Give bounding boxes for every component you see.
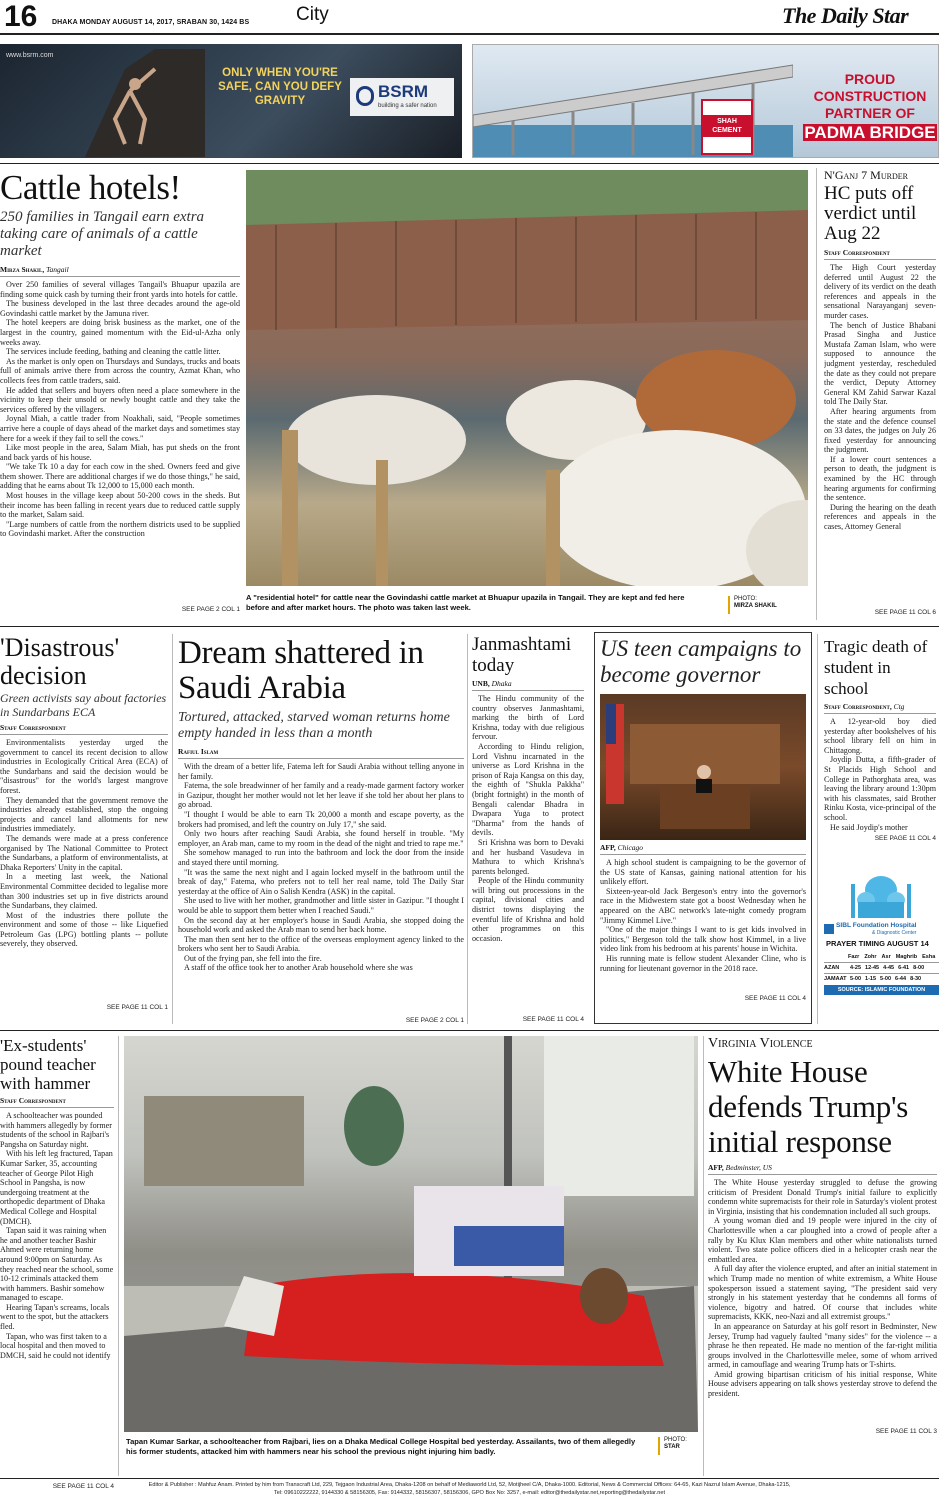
cattle-byline-place: Tangail: [46, 265, 69, 274]
dream-para: Out of the frying pan, she fell into the fire.: [184, 953, 322, 963]
col-rule: [172, 634, 173, 1024]
col-rule: [703, 1036, 704, 1476]
prayer-header: Fazr: [848, 954, 860, 960]
teen-byline: AFP, Chicago: [600, 843, 806, 855]
tragic-para: He said Joydip's mother: [830, 822, 908, 832]
exstudents-para: Tapan said it was raining when he and another teacher Bashir Ahmed were returning home around 9:00pm on Saturday. As they reached near the school, some 10-12 criminals attacked them with hammers. Bashir somehow managed to escape.: [0, 1226, 114, 1303]
teen-para: Sixteen-year-old Jack Bergeson's entry into the governor's race in the Midwestern state got a boost Wednesday when he appeared on the ABC network's late-night comedy program "Jimmy Kimmel Live.": [600, 886, 806, 925]
disastrous-byline: Staff Correspondent: [0, 723, 168, 735]
disastrous-subhead: Green activists say about factories in Sundarbans ECA: [0, 691, 167, 719]
exstudents-story: [0, 1036, 114, 1490]
disastrous-para: Most of the industries there pollute the environment and some of those -- like Liquefied Petroleum Gas (LPG) bottling plants -- pollute severely, they observed.: [0, 910, 168, 949]
whitehouse-para: Amid growing bipartisan criticism of his initial response, White House advisers appearing on talk shows yesterday strove to defend the president.: [708, 1369, 937, 1399]
hc-headline: HC puts off verdict until Aug 22: [824, 183, 917, 244]
cattle-para: Joynal Miah, a cattle trader from Noakhali, said, "People sometimes arrive here a couple of days ahead of the market days and sometimes stay here for a week if they fail to sell the cows.": [0, 414, 240, 443]
prayer-time: 4-25: [850, 965, 862, 971]
whitehouse-jump: SEE PAGE 11 COL 3: [875, 1428, 937, 1435]
prayer-source: SOURCE: ISLAMIC FOUNDATION: [824, 985, 939, 995]
hc-story: [824, 168, 936, 616]
dream-para: Only two hours after reaching Saudi Arabia, she found herself in trouble. "My employer, an Arab man, came to my room in the dead of the night and tried to rape me.": [178, 829, 464, 848]
dream-body: [178, 762, 464, 1015]
whitehouse-story: [708, 1036, 937, 1435]
whitehouse-para: The White House yesterday struggled to defuse the growing criticism of President Donald Trump's initial failure to explicitly condemn white supremacists for their role in Saturday's violent protest in Virginia, insisting that his condemnation included all such groups.: [708, 1178, 937, 1216]
prayer-row-label: AZAN: [824, 965, 840, 971]
tragic-body: [824, 717, 936, 833]
janmashtami-para: According to Hindu religion, Lord Vishnu incarnated in the universe as Lord Krishna in the prison of Raja Kangsa on this day, the eighth of "Shukla Pakkha" (bright fortnight) in the month of Bengali calendar Bhadra in Dwapara Yuga to protect "Dharma" from the hands of devils.: [472, 741, 584, 838]
imprint: [0, 1481, 939, 1497]
janmashtami-para: People of the Hindu community will bring out processions in the capital, divisional cities and district towns displaying the eventful life of Krishna and hold other programmes on this occasion.: [472, 876, 584, 943]
prayer-time: 1-15: [865, 976, 877, 982]
hospital-credit-name: STAR: [664, 1444, 680, 1450]
hc-para: During the hearing on the death references and appeals in the cases, Attorney General: [824, 502, 936, 532]
tragic-byline: Staff Correspondent, Ctg: [824, 702, 936, 714]
prayer-row-label: JAMAAT: [824, 976, 847, 982]
shah-line1: PROUD: [844, 71, 896, 87]
tragic-byline-place: Ctg: [893, 702, 905, 711]
janmashtami-headline: Janmashtami today: [472, 634, 572, 676]
shah-ad-text: [803, 71, 937, 141]
bsrm-ad: [0, 44, 462, 158]
shah-cement-brand: SHAH CEMENT: [703, 115, 751, 137]
mosque-icon: [846, 864, 916, 920]
col-rule: [816, 168, 817, 620]
cattle-credit-name: MIRZA SHAKIL: [734, 603, 777, 609]
teen-para: His running mate is fellow student Alexander Cline, who is running for lieutenant governor in the 2018 race.: [600, 953, 806, 973]
teen-credit-place: Chicago: [617, 843, 644, 852]
whitehouse-byline: AFP, Bedminster, US: [708, 1163, 937, 1175]
cattle-photo: [246, 170, 808, 586]
tragic-story: [824, 636, 936, 842]
disastrous-para: They demanded that the government remove the industries already established, stop the ongoing projects and cancel land allotments for new industries immediately.: [0, 795, 168, 834]
hc-para: The High Court yesterday deferred until August 22 the delivery of its verdict on the death references and appeals in the sensational Narayanganj seven-murder cases.: [824, 263, 936, 320]
shah-line3: PARTNER OF: [825, 105, 915, 121]
prayer-time: 4-45: [883, 965, 895, 971]
teen-para: "One of the major things I want to is get kids involved in politics," Bergeson told the talk show host Kimmel, in a live video link from his bedroom at his parents' house in Wichita.: [600, 925, 806, 954]
prayer-time: 5-00: [850, 976, 862, 982]
teen-body: [600, 858, 806, 993]
dream-para: She somehow managed to run into the bathroom and lock the door from the inside and stayed there until morning.: [178, 848, 464, 867]
whitehouse-headline: White House defends Trump's initial response: [708, 1054, 909, 1159]
cattle-para: "We take Tk 10 a day for each cow in the shed. Owners feed and give them shower. There are additional charges if we do those things," he said, adding that he earns about Tk 12,000 to 15,000 each month.: [0, 462, 240, 491]
teen-para: A high school student is campaigning to be the governor of the US state of Kansas, gaining national attention for his unlikely effort.: [600, 858, 806, 887]
dream-para: With the dream of a better life, Fatema left for Saudi Arabia without telling anyone in her family.: [178, 762, 464, 781]
hospital-photo-art: [124, 1036, 698, 1432]
janmashtami-story: [472, 634, 584, 1023]
col-rule: [118, 1036, 119, 1476]
hospital-credit-label: PHOTO:: [664, 1437, 687, 1443]
cattle-body: [0, 280, 240, 604]
hc-byline: Staff Correspondent: [824, 248, 936, 260]
teen-headline: US teen campaigns to become governor: [600, 636, 802, 687]
bsrm-slogan: ONLY WHEN YOU'RE SAFE, CAN YOU DEFY GRAVITY: [218, 67, 342, 107]
prayer-header: Zohr: [864, 954, 877, 960]
prayer-row-azan: [824, 962, 939, 973]
bsrm-logo-icon: [356, 86, 374, 106]
cattle-story: [0, 168, 240, 613]
hc-body: [824, 263, 936, 607]
dateline: DHAKA MONDAY AUGUST 14, 2017, SRABAN 30, 1424 BS: [52, 19, 250, 26]
dream-headline: Dream shattered in Saudi Arabia: [178, 635, 424, 706]
exstudents-para: With his left leg fractured, Tapan Kumar Sarker, 35, accounting teacher of George Pilot High School in Pangsha, is now undergoing treatment at the orthopedic department of Dhaka Medical College and Hospital (DMCH).: [0, 1149, 113, 1226]
masthead: The Daily Star: [782, 3, 909, 28]
prayer-header: Esha: [922, 954, 936, 960]
cattle-para: He added that sellers and buyers often need a place somewhere in the vicinity to keep their unsold or newly bought cattle and they take the services offered by the villagers.: [0, 385, 240, 414]
dream-story: [178, 636, 464, 1024]
dream-jump: SEE PAGE 2 COL 1: [405, 1017, 464, 1024]
cattle-subhead: 250 families in Tangail earn extra taking care of animals of a cattle market: [0, 209, 205, 259]
mid-rule: [0, 626, 939, 627]
cattle-headline: Cattle hotels!: [0, 168, 181, 207]
shah-cement-ad: [472, 44, 939, 158]
disastrous-story: [0, 634, 168, 1011]
tragic-jump: SEE PAGE 11 COL 4: [874, 835, 936, 842]
cattle-para: The hotel keepers are doing brisk business as the market, one of the largest in the country, gained momentum with the Eid-ul-Azha only weeks away.: [0, 318, 240, 347]
cattle-jump: SEE PAGE 2 COL 1: [181, 606, 240, 613]
hospital-photo: [124, 1036, 698, 1432]
cattle-caption: A "residential hotel" for cattle near the Govindashi cattle market at Bhuapur upazila in Tangail. They are kept and fed here before and after market hours. The photo was taken last week.: [246, 593, 685, 612]
exstudents-byline: Staff Correspondent: [0, 1096, 114, 1108]
cattle-para: The business developed in the last three decades around the age-old Govindashi cattle market by the Jamuna river.: [0, 299, 240, 318]
dream-para: On the second day at her employer's house in Saudi Arabia, she stopped doing the household work and asked the Arab man to send her back home.: [178, 915, 464, 935]
whitehouse-para: A young woman died and 19 people were injured in the city of Charlottesville when a car ploughed into a crowd of people after a rally by Ku Klux Klan members and other white nationalists turned violent. Two state police officers died in a helicopter crash near the embattled area.: [708, 1216, 937, 1264]
tragic-para: Joydip Dutta, a fifth-grader of St Placids High School and College in Pathorghata area, was leaving the library around 1:30pm with his classmates, said Brother Rinku Kosta, vice-principal of the school.: [824, 755, 936, 822]
climber-illustration: [85, 49, 205, 157]
disastrous-para: In a meeting last week, the National Environmental Committee decided to legalise more than 300 industries set up in five districts around the Sundarbans, they claimed.: [0, 872, 168, 911]
prayer-sponsor-sub: & Diagnostic Center: [872, 930, 917, 936]
imprint-line1: Editor & Publisher : Mahfuz Anam. Printed by him from Transcraft Ltd, 229, Tejgaon Industrial Area, Dhaka-1208 on behalf of Mediaworld Ltd, 52, Motijheel C/A, Dhaka-1000. Editorial, News & Commercial Offices: 64-65, Kazi Nazrul Islam Avenue, Dhaka-1215,: [148, 1482, 791, 1488]
dream-subhead: Tortured, attacked, starved woman returns home empty handed in less than a month: [178, 710, 450, 741]
ad-rule: [0, 163, 939, 164]
exstudents-body: [0, 1111, 114, 1481]
hc-para: If a lower court sentences a person to death, the judgment is examined by the HC through hearing arguments for confirming the sentence.: [824, 454, 936, 503]
whitehouse-body: [708, 1178, 937, 1426]
tragic-byline-name: Staff Correspondent: [824, 702, 890, 711]
disastrous-para: Environmentalists yesterday urged the government to cancel its recent decision to allow industries in Ecologically Critical Area (ECA) of the Sundarbans and said the decision would be "disastrous" for the world's largest mangrove forest.: [0, 738, 168, 795]
shah-line2: CONSTRUCTION: [813, 88, 927, 104]
janmashtami-byline-name: UNB: [472, 679, 488, 688]
hc-para: After hearing arguments from the state and the defence counsel on 33 dates, the judges on July 26 fixed yesterday for announcing the judgment.: [824, 406, 936, 455]
prayer-time: 8-30: [910, 976, 922, 982]
hospital-credit: [664, 1437, 698, 1451]
bsrm-logo: [350, 78, 454, 116]
whitehouse-para: A full day after the violence erupted, and after an initial statement in which Trump made no mention of white extremism, a White House spokesperson issued a statement saying, "The president said very strongly in his statement yesterday that he condemns all forms of violence, bigotry and hatred. Of course that includes white supremacists, KKK, neo-Nazi and all extremist groups.": [708, 1264, 937, 1322]
lower-rule: [0, 1030, 939, 1031]
prayer-sponsor: SIBL Foundation Hospital: [836, 922, 917, 929]
cattle-photo-art: [246, 170, 808, 586]
teen-credit-name: AFP: [600, 843, 614, 852]
whitehouse-para: In an appearance on Saturday at his golf resort in Bedminster, New Jersey, Trump had vaguely faulted "many sides" for the violence -- a phrase he then repeated. He made no mention of the far-right militia groups involved in the Charlottesville melee, some of whom arrived armed, in camouflage and wearing Trump hats or T-shirts.: [708, 1321, 937, 1370]
hc-kicker: N'Ganj 7 Murder: [824, 168, 908, 182]
dream-byline: Rafiul Islam: [178, 747, 464, 759]
exstudents-headline: 'Ex-students' pound teacher with hammer: [0, 1036, 96, 1093]
cattle-para: Over 250 families of several villages Tangail's Bhuapur upazila are finding some quick cash by turning their front yards into hotels for cattle.: [0, 280, 240, 299]
prayer-time: 5-00: [880, 976, 892, 982]
hospital-credit-bar: [658, 1437, 660, 1455]
prayer-time: 12-45: [865, 965, 880, 971]
section-name: City: [296, 4, 329, 25]
cattle-para: Most houses in the village keep about 50-200 cows in the sheds. But their income has been falling in recent years due to reduced cattle supply to the market, Salam said.: [0, 491, 240, 520]
shah-line4: PADMA BRIDGE: [804, 123, 936, 142]
cattle-para: Like most people in the area, Salam Miah, has put sheds on the front and back yards of his house.: [0, 443, 240, 462]
dream-para: She used to live with her mother, grandmother and little sister in Gazipur. "I thought I would be able to support them better when I reached Saudi.": [178, 896, 464, 915]
prayer-header-row: [824, 952, 939, 962]
cattle-para: "Large numbers of cattle from the northern districts used to be supplied to Govindashi market. After the construction: [0, 519, 240, 539]
shah-cement-bag: [701, 99, 753, 155]
bsrm-tagline: building a safer nation: [378, 103, 437, 109]
footer-rule: [0, 1478, 939, 1479]
disastrous-headline: 'Disastrous' decision: [0, 633, 120, 690]
exstudents-para: Tapan, who was first taken to a local hospital and then moved to DMCH, said he could not identify: [0, 1331, 111, 1360]
bsrm-brand: BSRM: [378, 82, 429, 101]
cattle-credit: [734, 596, 808, 610]
cattle-para: The services include feeding, bathing and cleaning the cattle litter.: [6, 347, 221, 357]
janmashtami-jump: SEE PAGE 11 COL 4: [522, 1016, 584, 1023]
teen-photo-art: [600, 694, 806, 840]
janmashtami-para: Sri Krishna was born to Devaki and her husband Vasudeva in Mathura to which Krishna's parents belonged.: [472, 837, 584, 876]
janmashtami-byline: UNB, Dhaka: [472, 679, 584, 691]
cattle-credit-label: PHOTO:: [734, 596, 757, 602]
teen-jump: SEE PAGE 11 COL 4: [744, 995, 806, 1002]
page-number: 16: [4, 0, 38, 33]
janmashtami-para: The Hindu community of the country observes Janmashtami, marking the birth of Lord Krishna, today with due religious fervour.: [472, 694, 584, 742]
whitehouse-byline-place: Bedminster, US: [725, 1163, 772, 1172]
col-rule: [817, 634, 818, 1024]
tragic-para: A 12-year-old boy died yesterday after bookshelves of his school library fell on him in Chittagong.: [824, 717, 936, 755]
exstudents-jump: SEE PAGE 11 COL 4: [52, 1483, 114, 1490]
prayer-title: PRAYER TIMING AUGUST 14: [826, 939, 929, 948]
tragic-headline: Tragic death of student in school: [824, 637, 928, 698]
dream-para: "I thought I would be able to earn Tk 20,000 a month and escape poverty, as the brokers had promised, and left the country on July 17," she said.: [178, 809, 464, 829]
cattle-byline-name: Mirza Shakil: [0, 265, 43, 274]
dream-para: Fatema, the sole breadwinner of her family and a ready-made garment factory worker in Gazipur, thought her mother would not let her leave if she told her about her plans to go abroad.: [178, 781, 464, 810]
disastrous-para: The demands were made at a press conference organised by The National Committee to Protect the Sundarbans, a platform of environmentalists, at Dhaka Reporters' Unity in the capital.: [0, 833, 168, 872]
exstudents-para: Hearing Tapan's screams, locals went to the spot, but the attackers fled.: [0, 1302, 110, 1332]
prayer-time: 6-41: [898, 965, 910, 971]
header-rule: [0, 33, 939, 35]
disastrous-body: [0, 738, 168, 1002]
prayer-time: 8-00: [913, 965, 925, 971]
disastrous-jump: SEE PAGE 11 COL 1: [106, 1004, 168, 1011]
janmashtami-byline-place: Dhaka: [491, 679, 512, 688]
prayer-header: Asr: [881, 954, 891, 960]
cattle-para: As the market is only open on Thursdays and Sundays, trucks and boats full of animals arrive there from across the country, Azmat Khan, who collects fees from cattle traders, said.: [0, 356, 240, 385]
prayer-time: 6-44: [895, 976, 907, 982]
teen-story: [600, 636, 806, 1002]
dream-para: "It was the same the next night and I again locked myself in the bathroom until the break of day," Fatema, who prefers not to tell her real name, told The Daily Star yesterday at the office of Ain o Salish Kendra (ASK) in the capital.: [178, 867, 464, 896]
hc-jump: SEE PAGE 11 COL 6: [874, 609, 936, 616]
prayer-row-jamaat: [824, 973, 939, 984]
cattle-credit-bar: [728, 596, 730, 614]
exstudents-para: A schoolteacher was pounded with hammers allegedly by former students of the school in Rajbari's Pangsha on Saturday night.: [0, 1111, 112, 1149]
whitehouse-byline-name: AFP: [708, 1163, 722, 1172]
imprint-line2: Tel: 09610222222, 9144330 & 58156305, Fax: 9144332, 58156307, 58156306, GPO Box No: 3257, e-mail: editor@thedailystar.net,reporting@thedailystar.net: [273, 1490, 666, 1496]
bsrm-url: www.bsrm.com: [6, 52, 54, 59]
whitehouse-kicker: Virginia Violence: [708, 1036, 813, 1051]
prayer-header: Maghrib: [895, 954, 918, 960]
prayer-box: [822, 864, 939, 1024]
hospital-caption: Tapan Kumar Sarkar, a schoolteacher from Rajbari, lies on a Dhaka Medical College Hospital bed yesterday. Assailants, two of them allegedly his former students, attacked him with hammers near his school the previous night injuring him badly.: [126, 1437, 636, 1456]
dream-para: The man then sent her to the office of the overseas employment agency linked to the brokers who sent her to Saudi Arabia.: [178, 934, 464, 954]
dream-para: A staff of the office took her to another Arab household where she was: [184, 963, 413, 973]
janmashtami-body: [472, 694, 584, 1014]
cattle-byline: Mirza Shakil, Tangail: [0, 265, 240, 277]
col-rule: [467, 634, 468, 1024]
prayer-table: [824, 952, 939, 984]
sibl-logo-icon: [824, 924, 834, 934]
hc-para: The bench of Justice Bhabani Prasad Singha and Justice Mustafa Zaman Islam, who were supposed to announce the judgment yesterday, rescheduled the date as they could not prepare the verdict, Deputy Attorney General KM Zahid Sarwar Kazal told The Daily Star.: [824, 320, 936, 407]
teen-photo: [600, 694, 806, 840]
